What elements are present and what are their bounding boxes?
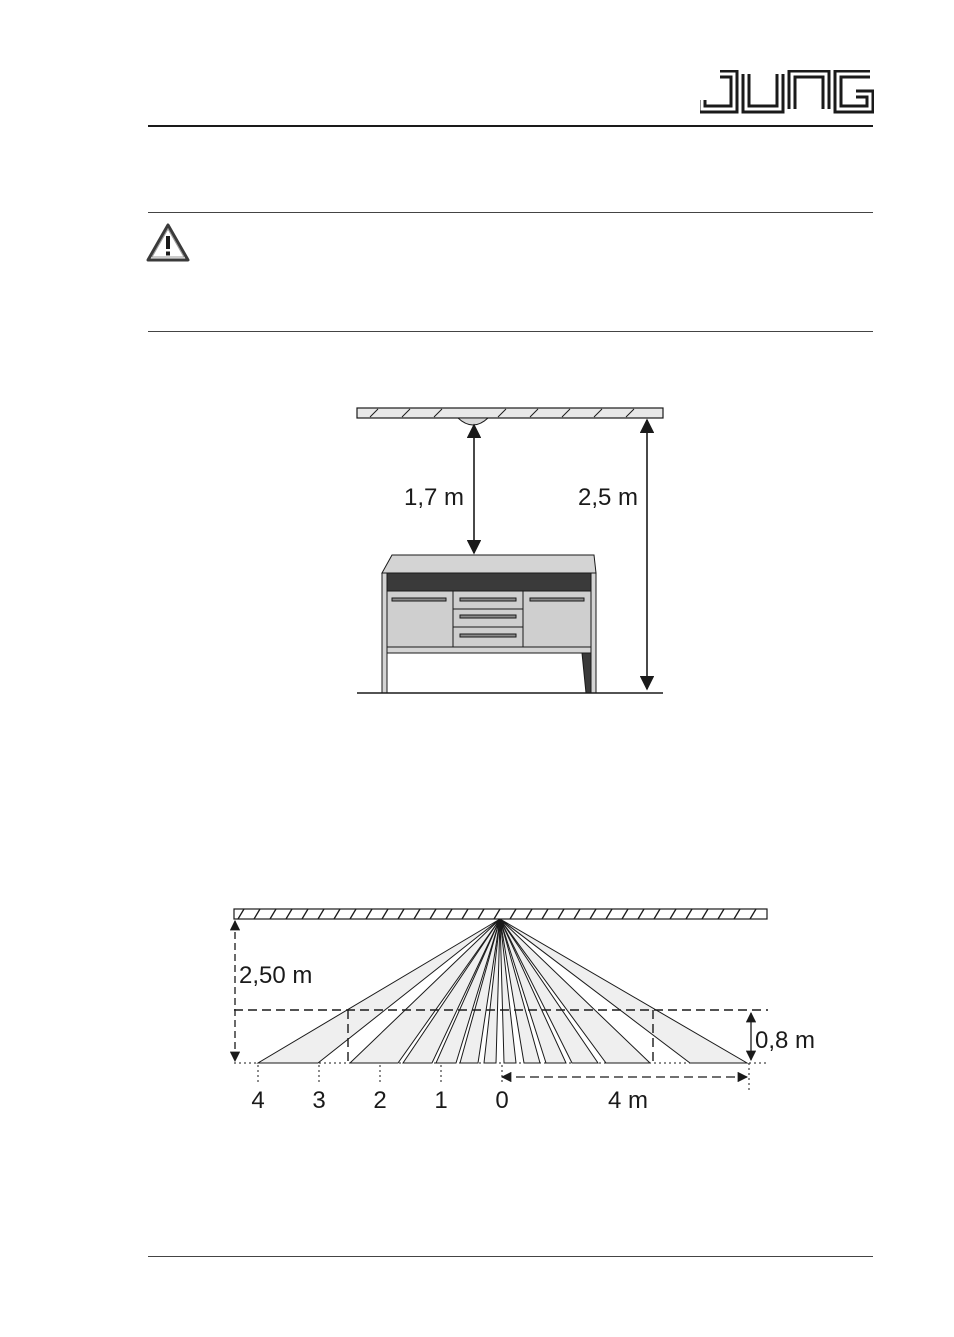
detection-area-figure bbox=[220, 895, 840, 1125]
distance-tick-4: 4 bbox=[251, 1087, 265, 1114]
footer-rule bbox=[148, 1256, 873, 1257]
warning-triangle-icon bbox=[146, 223, 190, 263]
distance-tick-0: 0 bbox=[495, 1087, 509, 1114]
jung-logo bbox=[700, 70, 874, 114]
header-rule bbox=[148, 125, 873, 127]
detection-beams bbox=[258, 919, 747, 1063]
ceiling bbox=[357, 408, 663, 418]
distance-tick-2: 2 bbox=[373, 1087, 387, 1114]
warning-box-bottom-rule bbox=[148, 331, 873, 332]
range-label: 4 m bbox=[607, 1087, 649, 1114]
sensor-icon bbox=[458, 418, 488, 425]
detection-height-label: 0,8 m bbox=[755, 1027, 816, 1054]
warning-box-top-rule bbox=[148, 212, 873, 213]
desk bbox=[382, 555, 596, 693]
ceiling bbox=[234, 909, 767, 919]
ceiling-height-label: 2,5 m bbox=[577, 484, 638, 511]
mounting-height-figure bbox=[340, 395, 680, 705]
sensor-to-desk-label: 1,7 m bbox=[403, 484, 464, 511]
mounting-height-label: 2,50 m bbox=[239, 962, 313, 989]
distance-tick-1: 1 bbox=[434, 1087, 448, 1114]
distance-tick-3: 3 bbox=[312, 1087, 326, 1114]
